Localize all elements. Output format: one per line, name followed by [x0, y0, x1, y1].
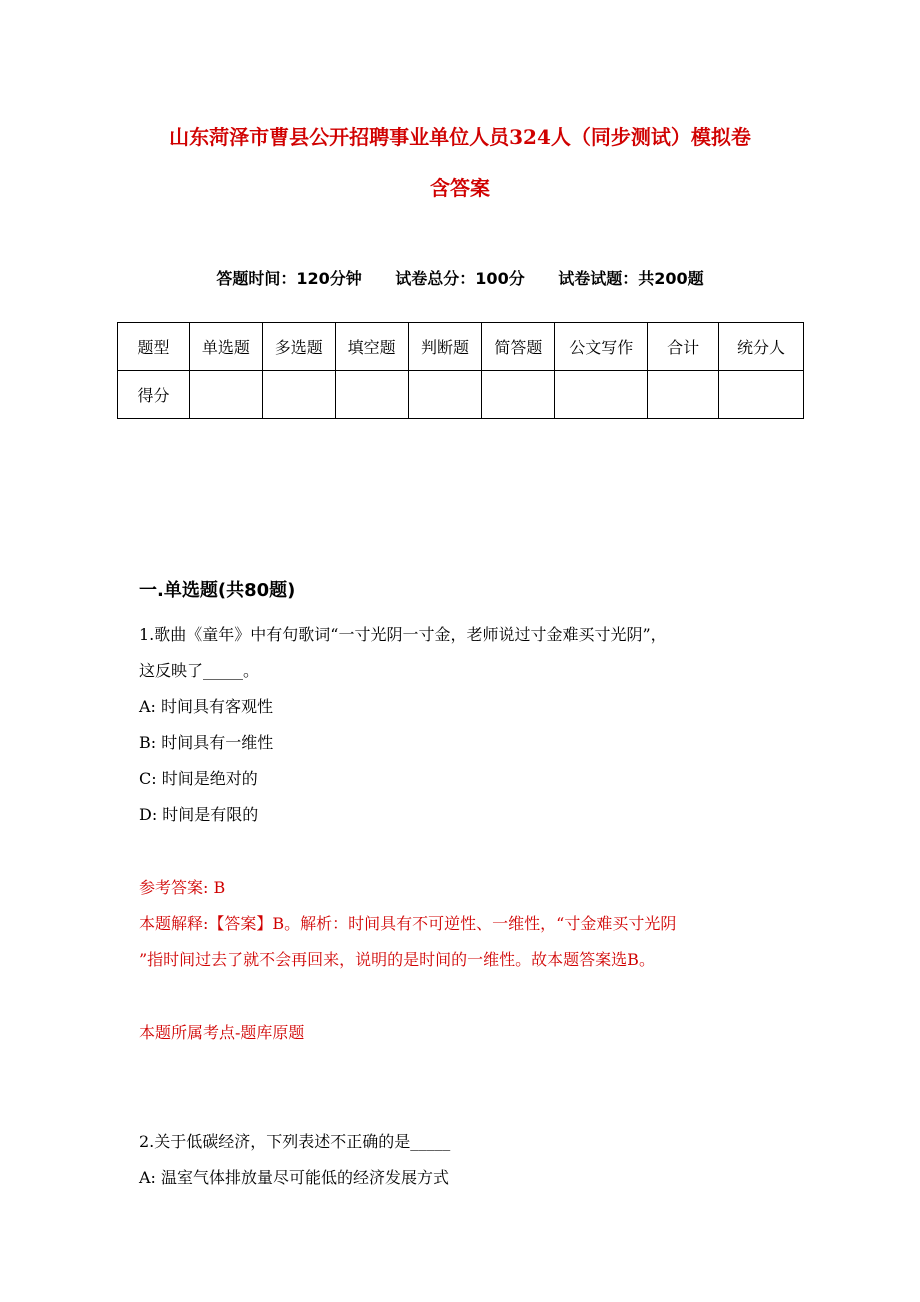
header-cell: 单选题 [189, 323, 262, 371]
score-cell [555, 371, 648, 419]
score-table-score-row [118, 371, 804, 419]
q1-topic: 本题所属考点-题库原题 [139, 1023, 305, 1042]
q1-explanation-line1: 本题解释:【答案】B。解析：时间具有不可逆性、一维性，“寸金难买寸光阴 [139, 914, 677, 933]
score-cell [482, 371, 555, 419]
q1-explanation-line2: ”指时间过去了就不会再回来，说明的是时间的一维性。故本题答案选B。 [139, 950, 655, 969]
header-cell: 合计 [648, 323, 719, 371]
header-cell: 判断题 [408, 323, 482, 371]
q2-stem: 2.关于低碳经济，下列表述不正确的是_____ [139, 1132, 451, 1151]
header-cell: 统分人 [719, 323, 804, 371]
score-cell [648, 371, 719, 419]
section-heading: 一.单选题(共80题) [139, 580, 296, 601]
q1-option-a: A: 时间具有客观性 [139, 697, 274, 716]
row-label-cell: 得分 [118, 371, 190, 419]
score-cell [335, 371, 408, 419]
q1-answer: 参考答案: B [139, 878, 226, 897]
q2-option-a: A: 温室气体排放量尽可能低的经济发展方式 [139, 1168, 450, 1187]
q1-stem-line1: 1.歌曲《童年》中有句歌词“一寸光阴一寸金，老师说过寸金难买寸光阴”， [139, 625, 667, 644]
doc-title-line1: 山东菏泽市曹县公开招聘事业单位人员324人（同步测试）模拟卷 [169, 125, 751, 149]
score-cell [262, 371, 335, 419]
score-cell [408, 371, 482, 419]
exam-total: 试卷总分：100分 [395, 269, 525, 288]
q1-option-b: B: 时间具有一维性 [139, 733, 274, 752]
header-cell: 多选题 [262, 323, 335, 371]
exam-meta [0, 266, 920, 289]
exam-time: 答题时间：120分钟 [216, 269, 362, 288]
score-table-header-row [118, 323, 804, 371]
header-cell: 填空题 [335, 323, 408, 371]
header-cell: 简答题 [482, 323, 555, 371]
exam-count: 试卷试题：共200题 [558, 269, 704, 288]
score-table [117, 322, 804, 419]
score-cell [189, 371, 262, 419]
header-cell: 题型 [118, 323, 190, 371]
doc-title-line2: 含答案 [430, 176, 490, 200]
q1-option-d: D: 时间是有限的 [139, 805, 259, 824]
q1-stem-line2: 这反映了_____。 [139, 661, 260, 680]
q1-option-c: C: 时间是绝对的 [139, 769, 258, 788]
score-cell [719, 371, 804, 419]
header-cell: 公文写作 [555, 323, 648, 371]
